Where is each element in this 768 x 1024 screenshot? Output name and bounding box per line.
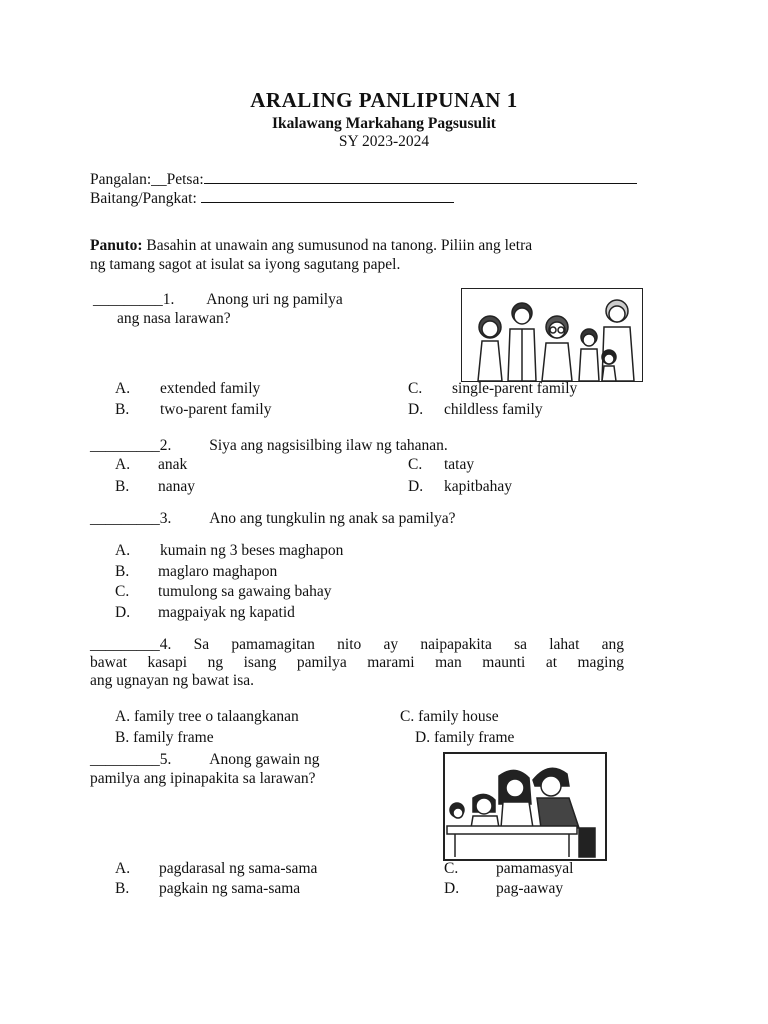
instructions-text-2: ng tamang sagot at isulat sa iyong sagutang papel. bbox=[90, 256, 401, 273]
option-letter: B. bbox=[115, 880, 130, 897]
option-c[interactable] bbox=[408, 380, 578, 398]
option-d[interactable] bbox=[115, 604, 295, 622]
question-text: Anong gawain ng bbox=[209, 751, 320, 768]
option-text: family frame bbox=[433, 729, 515, 746]
option-text: extended family bbox=[160, 380, 261, 397]
option-text: kapitbahay bbox=[444, 478, 513, 495]
option-a[interactable] bbox=[115, 860, 318, 878]
option-letter: A. bbox=[115, 380, 131, 397]
option-letter: B. bbox=[115, 563, 130, 580]
question-text: Sa pamamagitan nito ay naipapakita sa lahat ang bbox=[193, 636, 625, 653]
answer-blank: _________ bbox=[90, 437, 160, 454]
option-c[interactable] bbox=[408, 456, 475, 474]
instructions-label: Panuto: bbox=[90, 237, 143, 254]
question-number: 3. bbox=[159, 510, 172, 527]
question-number: 2. bbox=[159, 437, 172, 454]
instructions-line-1 bbox=[90, 237, 532, 255]
option-a[interactable] bbox=[115, 456, 188, 474]
question-2 bbox=[90, 437, 448, 455]
option-letter: C. bbox=[408, 456, 423, 473]
option-letter: C. bbox=[115, 583, 130, 600]
option-c[interactable] bbox=[400, 708, 499, 726]
question-1-text-2: ang nasa larawan? bbox=[117, 310, 231, 327]
option-d[interactable] bbox=[444, 880, 564, 898]
option-text: pamamasyal bbox=[496, 860, 574, 877]
grade-section-field bbox=[90, 190, 454, 208]
option-text: anak bbox=[158, 456, 188, 473]
question-3 bbox=[90, 510, 455, 528]
option-letter: C. bbox=[400, 708, 415, 725]
option-b[interactable] bbox=[115, 401, 272, 419]
option-text: family house bbox=[418, 708, 499, 725]
option-letter: D. bbox=[115, 604, 131, 621]
question-number: 1. bbox=[162, 291, 175, 308]
option-text: family frame bbox=[133, 729, 214, 746]
option-text: pag-aaway bbox=[496, 880, 564, 897]
option-letter: D. bbox=[444, 880, 460, 897]
extended-family-illustration bbox=[461, 288, 643, 382]
question-4 bbox=[90, 636, 624, 654]
question-number: 4. bbox=[159, 636, 172, 653]
option-b[interactable] bbox=[115, 478, 196, 496]
school-year: SY 2023-2024 bbox=[338, 133, 430, 150]
option-letter: A. bbox=[115, 542, 131, 559]
answer-blank: _________ bbox=[90, 636, 160, 653]
option-letter: A. bbox=[115, 456, 131, 473]
question-text: Ano ang tungkulin ng anak sa pamilya? bbox=[209, 510, 456, 527]
family-praying-illustration bbox=[443, 752, 607, 861]
option-letter: C. bbox=[408, 380, 423, 397]
option-text: magpaiyak ng kapatid bbox=[158, 604, 295, 621]
option-text: single-parent family bbox=[452, 380, 578, 397]
option-text: pagkain ng sama-sama bbox=[159, 880, 301, 897]
answer-blank: _________ bbox=[93, 291, 163, 308]
grade-section-label: Baitang/Pangkat: bbox=[90, 190, 197, 207]
option-text: tumulong sa gawaing bahay bbox=[158, 583, 332, 600]
option-text: tatay bbox=[444, 456, 475, 473]
question-text: Siya ang nagsisilbing ilaw ng tahanan. bbox=[209, 437, 448, 454]
option-b[interactable] bbox=[115, 563, 278, 581]
option-letter: B. bbox=[115, 478, 130, 495]
option-d[interactable] bbox=[415, 729, 514, 747]
name-date-field bbox=[90, 171, 637, 189]
option-a[interactable] bbox=[115, 542, 344, 560]
answer-blank: _________ bbox=[90, 751, 160, 768]
exam-subtitle: Ikalawang Markahang Pagsusulit bbox=[272, 115, 496, 132]
name-date-line bbox=[204, 171, 637, 184]
question-5 bbox=[90, 751, 319, 769]
option-b[interactable] bbox=[115, 880, 301, 898]
option-a[interactable] bbox=[115, 708, 299, 726]
option-b[interactable] bbox=[115, 729, 214, 747]
option-a[interactable] bbox=[115, 380, 261, 398]
option-letter: C. bbox=[444, 860, 459, 877]
option-text: two-parent family bbox=[160, 401, 272, 418]
question-5-text-2: pamilya ang ipinapakita sa larawan? bbox=[90, 770, 316, 787]
option-letter: B. bbox=[115, 729, 130, 746]
option-text: family tree o talaangkanan bbox=[133, 708, 299, 725]
option-letter: D. bbox=[408, 478, 424, 495]
option-text: childless family bbox=[444, 401, 543, 418]
answer-blank: _________ bbox=[90, 510, 160, 527]
option-letter: D. bbox=[415, 729, 431, 746]
question-1 bbox=[93, 291, 343, 309]
option-letter: A. bbox=[115, 708, 131, 725]
option-letter: D. bbox=[408, 401, 424, 418]
option-c[interactable] bbox=[444, 860, 574, 878]
grade-section-line bbox=[201, 190, 454, 203]
option-d[interactable] bbox=[408, 401, 543, 419]
name-date-label: Pangalan:__Petsa: bbox=[90, 171, 204, 188]
option-d[interactable] bbox=[408, 478, 513, 496]
question-text: Anong uri ng pamilya bbox=[206, 291, 343, 308]
option-letter: A. bbox=[115, 860, 131, 877]
question-4-text-3: ang ugnayan ng bawat isa. bbox=[90, 672, 254, 689]
option-letter: B. bbox=[115, 401, 130, 418]
option-text: maglaro maghapon bbox=[158, 563, 278, 580]
instructions-text-1: Basahin at unawain ang sumusunod na tanong. Piliin ang letra bbox=[146, 237, 533, 254]
option-text: pagdarasal ng sama-sama bbox=[159, 860, 318, 877]
page-title: ARALING PANLIPUNAN 1 bbox=[250, 88, 518, 112]
option-text: kumain ng 3 beses maghapon bbox=[160, 542, 344, 559]
option-c[interactable] bbox=[115, 583, 332, 601]
option-text: nanay bbox=[158, 478, 196, 495]
question-4-text-2: bawat kasapi ng isang pamilya marami man maunti at maging bbox=[90, 654, 624, 671]
question-number: 5. bbox=[159, 751, 172, 768]
